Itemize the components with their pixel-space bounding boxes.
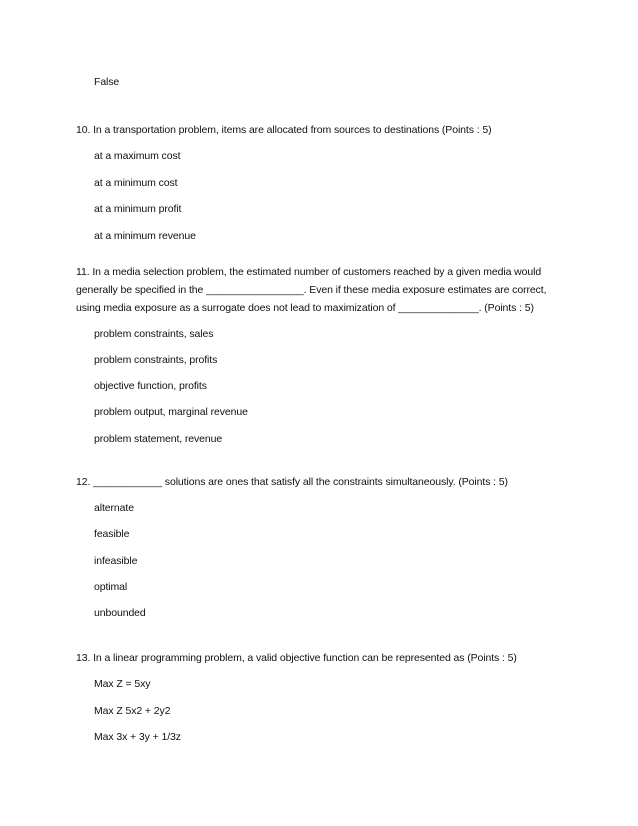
- answer-option: objective function, profits: [94, 380, 207, 392]
- answer-option: feasible: [94, 528, 130, 540]
- answer-option: Max Z 5x2 + 2y2: [94, 705, 171, 717]
- answer-option: False: [94, 76, 120, 88]
- answer-option: alternate: [94, 502, 134, 514]
- answer-option: problem output, marginal revenue: [94, 406, 248, 418]
- answer-option: unbounded: [94, 607, 146, 619]
- answer-option: optimal: [94, 581, 128, 593]
- answer-option: problem constraints, profits: [94, 354, 218, 366]
- question-text: using media exposure as a surrogate does not lead to maximization of ______________. (Points : 5): [76, 302, 534, 314]
- answer-option: Max Z = 5xy: [94, 678, 151, 690]
- answer-option: infeasible: [94, 555, 138, 567]
- question-text: 10. In a transportation problem, items are allocated from sources to destinations (Points : 5): [76, 124, 492, 136]
- answer-option: at a minimum profit: [94, 203, 182, 215]
- answer-option: problem constraints, sales: [94, 328, 214, 340]
- question-text: 11. In a media selection problem, the estimated number of customers reached by a given media would: [76, 266, 542, 278]
- question-text: generally be specified in the _________________. Even if these media exposure estimates are correct,: [76, 284, 547, 296]
- question-text: 12. ____________ solutions are ones that satisfy all the constraints simultaneously. (Points : 5): [76, 476, 508, 488]
- answer-option: problem statement, revenue: [94, 433, 223, 445]
- question-text: 13. In a linear programming problem, a valid objective function can be represented as (Points : 5): [76, 652, 517, 664]
- answer-option: at a minimum cost: [94, 177, 178, 189]
- answer-option: at a maximum cost: [94, 150, 181, 162]
- answer-option: Max 3x + 3y + 1/3z: [94, 731, 181, 743]
- answer-option: at a minimum revenue: [94, 230, 196, 242]
